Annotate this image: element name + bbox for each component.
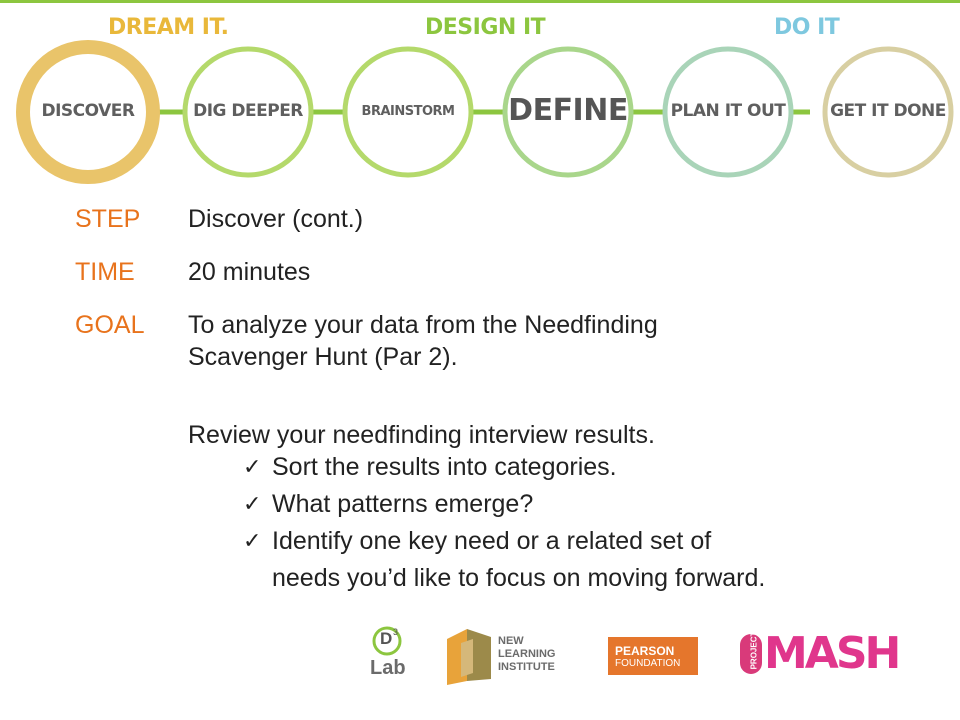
process-diagram [0,0,960,200]
step-label-define: DEFINE [508,93,628,128]
goal-key: GOAL [75,311,145,339]
checklist-text: What patterns emerge? [272,490,534,518]
checkmark-icon: ✓ [243,454,262,479]
pearson-line-1: PEARSON [615,644,675,658]
time-value: 20 minutes [188,258,311,286]
goal-line-2: Scavenger Hunt (Par 2). [188,343,458,371]
step-label-get-it-done: GET IT DONE [830,101,946,121]
dlab-logo [363,625,415,687]
new-learning-institute-logo [443,625,578,685]
dlab-logo-sup: 3 [393,627,399,637]
nli-line-3: INSTITUTE [498,661,555,673]
step-label-discover: DISCOVER [41,101,135,121]
project-mash-logo [738,628,899,680]
step-label-dig-deeper: DIG DEEPER [193,101,303,121]
review-line: Review your needfinding interview results. [188,421,655,449]
step-value: Discover (cont.) [188,205,364,233]
phase-do-it: DO IT [774,15,840,40]
step-key: STEP [75,205,141,233]
pearson-line-2: FOUNDATION [615,658,681,669]
phase-dream-it: DREAM IT. [108,15,229,40]
step-label-brainstorm: BRAINSTORM [361,104,455,119]
dlab-logo-word: Lab [370,657,406,679]
goal-line-1: To analyze your data from the Needfinding [188,311,658,339]
phase-design-it: DESIGN IT [425,15,546,40]
checklist-text: Identify one key need or a related set of [272,527,712,555]
checkmark-icon: ✓ [243,491,262,516]
step-label-plan-it-out: PLAN IT OUT [670,101,786,121]
nli-line-1: NEW [498,635,524,647]
checkmark-icon: ✓ [243,528,262,553]
mash-project-label: PROJECT [749,631,759,670]
checklist-text: Sort the results into categories. [272,453,617,481]
pearson-foundation-logo [608,637,698,675]
time-key: TIME [75,258,135,286]
checklist-text: needs you’d like to focus on moving forward. [272,564,766,592]
nli-line-2: LEARNING [498,648,556,660]
mash-wordmark: MASH [764,628,899,679]
dlab-logo-letter: D [380,629,393,648]
